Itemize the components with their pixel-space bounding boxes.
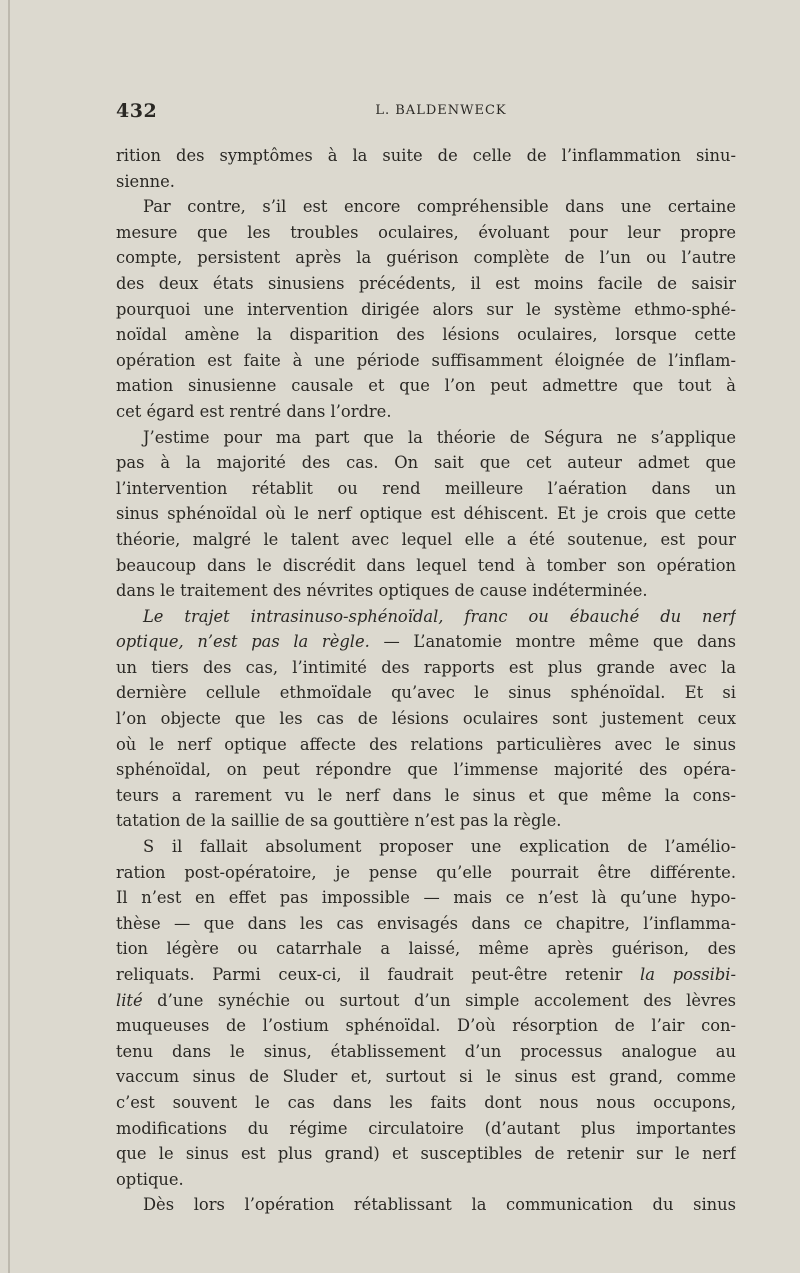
line-text: reliquats. Parmi ceux-ci, il faudrait peut-être retenir (116, 965, 641, 984)
text-line (116, 885, 736, 911)
line-text: l’on objecte que les cas de lésions oculaires sont justement ceux (116, 709, 736, 729)
line-text: Par contre, s’il est encore compréhensible dans une certaine (143, 197, 736, 217)
text-line (116, 348, 736, 374)
page-header (116, 100, 736, 124)
text-line (116, 1064, 736, 1090)
text-line (116, 450, 736, 476)
line-text: vaccum sinus de Sluder et, surtout si le sinus est grand, comme (116, 1067, 736, 1087)
text-line (116, 553, 736, 579)
line-text: un tiers des cas, l’intimité des rapports est plus grande avec la (116, 657, 736, 677)
text-line (116, 271, 736, 297)
running-head: L. BALDENWECK (375, 103, 507, 118)
text-line (116, 988, 736, 1014)
line-text: sphénoïdal, on peut répondre que l’immense majorité des opéra- (116, 760, 736, 780)
line-text: mesure que les troubles oculaires, évoluant pour leur propre (116, 222, 736, 242)
text-line (116, 911, 736, 937)
text-line (116, 655, 736, 681)
text-line (116, 1192, 736, 1218)
text-line (116, 783, 736, 809)
line-text: Il n’est en effet pas impossible — mais ce n’est là qu’une hypo- (116, 888, 736, 908)
line-text: J’estime pour ma part que la théorie de Ségura ne s’applique (143, 427, 736, 447)
text-line (116, 527, 736, 553)
line-text: thèse — que dans les cas envisagés dans ce chapitre, l’inflamma- (116, 913, 736, 933)
line-text: c’est souvent le cas dans les faits dont nous nous occupons, (116, 1092, 736, 1112)
text-line (116, 1167, 736, 1193)
line-text: muqueuses de l’ostium sphénoïdal. D’où résorption de l’air con- (116, 1016, 736, 1036)
line-text: beaucoup dans le discrédit dans lequel tend à tomber son opération (116, 555, 736, 575)
line-text: tatation de la saillie de sa gouttière n’est pas la règle. (116, 811, 562, 831)
text-line (116, 245, 736, 271)
italic-text: lité (116, 990, 143, 1010)
text-line (116, 1090, 736, 1116)
text-line (116, 143, 736, 169)
line-text: tion légère ou catarrhale a laissé, même après guérison, des (116, 939, 736, 959)
line-text: où le nerf optique affecte des relations particulières avec le sinus (116, 734, 736, 754)
line-text: teurs a rarement vu le nerf dans le sinus et que même la cons- (116, 785, 736, 805)
text-line (116, 629, 736, 655)
text-line (116, 680, 736, 706)
line-text: S il fallait absolument proposer une explication de l’amélio- (143, 837, 736, 857)
text-line (116, 373, 736, 399)
text-line (116, 834, 736, 860)
line-text: opération est faite à une période suffisamment éloignée de l’inflam- (116, 350, 736, 370)
italic-text: la possibi- (640, 965, 736, 984)
line-text: théorie, malgré le talent avec lequel elle a été soutenue, est pour (116, 529, 736, 549)
text-line (116, 936, 736, 962)
line-text: compte, persistent après la guérison complète de l’un ou l’autre (116, 248, 736, 268)
line-text: optique. (116, 1169, 184, 1189)
text-line (116, 604, 736, 630)
line-text: l’intervention rétablit ou rend meilleure l’aération dans un (116, 478, 736, 498)
page-number: 432 (116, 100, 158, 122)
text-line (116, 501, 736, 527)
line-text: cet égard est rentré dans l’ordre. (116, 401, 392, 421)
text-line (116, 194, 736, 220)
text-line (116, 808, 736, 834)
text-line (116, 578, 736, 604)
text-line (116, 706, 736, 732)
line-text: mation sinusienne causale et que l’on peut admettre que tout à (116, 376, 736, 396)
line-text: noïdal amène la disparition des lésions oculaires, lorsque cette (116, 325, 736, 345)
line-text: tenu dans le sinus, établissement d’un processus analogue au (116, 1041, 736, 1061)
line-text: sienne. (116, 171, 175, 191)
page-edge-rule (8, 0, 10, 1273)
text-line (116, 297, 736, 323)
text-line (116, 322, 736, 348)
text-line (116, 1141, 736, 1167)
text-line (116, 425, 736, 451)
text-line (116, 860, 736, 886)
line-text: dans le traitement des névrites optiques de cause indéterminée. (116, 581, 648, 601)
body-text (116, 143, 736, 1218)
line-text: — L’anatomie montre même que dans (369, 632, 736, 652)
text-line (116, 757, 736, 783)
text-line (116, 1116, 736, 1142)
text-line (116, 476, 736, 502)
line-text: Dès lors l’opération rétablissant la communication du sinus (143, 1195, 736, 1215)
line-text: pas à la majorité des cas. On sait que cet auteur admet que (116, 453, 736, 473)
text-line (116, 732, 736, 758)
text-line (116, 399, 736, 425)
line-text: pourquoi une intervention dirigée alors sur le système ethmo-sphé- (116, 299, 736, 319)
line-text: dernière cellule ethmoïdale qu’avec le sinus sphénoïdal. Et si (116, 683, 736, 703)
line-text: sinus sphénoïdal où le nerf optique est déhiscent. Et je crois que cette (116, 504, 736, 524)
line-text: d’une synéchie ou surtout d’un simple accolement des lèvres (142, 990, 736, 1010)
italic-text: Le trajet intrasinuso-sphénoïdal, franc ou ébauché du nerf (143, 606, 736, 626)
line-text: rition des symptômes à la suite de celle de l’inflammation sinu- (116, 146, 736, 165)
text-line (116, 169, 736, 195)
line-text: que le sinus est plus grand) et susceptibles de retenir sur le nerf (116, 1144, 736, 1164)
text-line (116, 962, 736, 988)
text-line (116, 1039, 736, 1065)
text-line (116, 1013, 736, 1039)
italic-text: optique, n’est pas la règle. (116, 632, 370, 652)
line-text: modifications du régime circulatoire (d’autant plus importantes (116, 1118, 736, 1138)
line-text: ration post-opératoire, je pense qu’elle pourrait être différente. (116, 862, 736, 882)
text-line (116, 220, 736, 246)
line-text: des deux états sinusiens précédents, il est moins facile de saisir (116, 273, 736, 293)
